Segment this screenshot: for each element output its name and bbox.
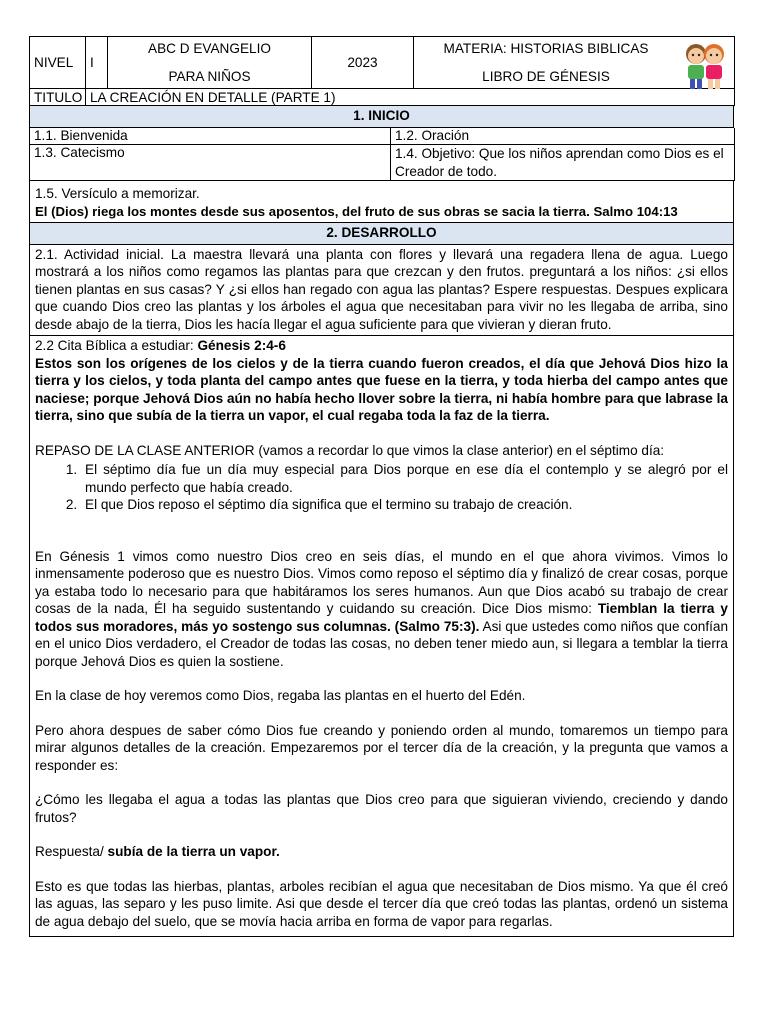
- memory-verse-label: 1.5. Versículo a memorizar.: [35, 186, 200, 201]
- header-table: [29, 36, 735, 106]
- year: 2023: [312, 37, 414, 89]
- question: ¿Cómo les llegaba el agua a todas las plantas que Dios creo para que siguieran viviendo, creciendo y dando frutos?: [35, 792, 728, 825]
- memory-verse-block: [29, 181, 734, 223]
- item-welcome: 1.1. Bienvenida: [30, 128, 391, 145]
- title-value: LA CREACIÓN EN DETALLE (PARTE 1): [86, 89, 735, 106]
- review-intro: REPASO DE LA CLASE ANTERIOR (vamos a recordar lo que vimos la clase anterior) en el séptimo día:: [35, 442, 665, 458]
- bible-citation: [35, 337, 728, 355]
- lesson-page: [29, 36, 734, 937]
- activity-text: 2.1. Actividad inicial. La maestra llevará una planta con flores y llevará una regadera llena de agua. Luego mostrará a los niños como regamos las plantas para que crezcan y den frutos. preguntará a los niños: ¿si ellos tienen plantas en sus casas? Y ¿si ellos han regado con agua las plantas? Espere respuestas. Despues explicara que cuando Dios creo las plantas y los árboles el agua que necesitaban para vivir no les llegaba de arriba, sino desde abajo de la tierra, Dios les hacía llegar el agua suficiente para que vivieran y dieran fruto.: [35, 246, 728, 332]
- nivel-label: NIVEL: [30, 37, 86, 89]
- section-1-heading: 1. INICIO: [29, 106, 734, 128]
- list-item: 2. El que Dios reposo el séptimo día significa que el termino su trabajo de creación.: [81, 496, 728, 514]
- paragraph-details: Pero ahora despues de saber cómo Dios fue creando y poniendo orden al mundo, tomaremos un tiempo para mirar algunos detalles de la creación. Empezaremos por el tercer día de la creación, y la pregunta que vamos a responder es:: [35, 722, 728, 773]
- initial-activity: [29, 245, 734, 337]
- title-label: TITULO: [30, 89, 86, 106]
- para1-text-c: Asi que ustedes como niños que confían en el unico Dios verdadero, el Creador de todas las cosas, no deben tener miedo aun, si llegara a temblar la tierra porque Jehová Dios es quien la sostiene.: [35, 618, 729, 669]
- subject-cell: [414, 37, 735, 89]
- section-2-heading: 2. DESARROLLO: [29, 223, 734, 245]
- item-objective: 1.4. Objetivo: Que los niños aprendan como Dios es el Creador de todo.: [391, 145, 735, 181]
- program-name: [108, 37, 312, 89]
- subject: MATERIA: HISTORIAS BIBLICAS: [443, 41, 649, 56]
- paragraph-genesis-1: [35, 548, 728, 671]
- inicio-table: [29, 128, 735, 182]
- review-list: [35, 461, 728, 514]
- item-catechism: 1.3. Catecismo: [30, 145, 391, 181]
- answer-label: Respuesta/: [35, 844, 108, 859]
- list-item: 1. El séptimo día fue un día muy especial para Dios porque en ese día el contemplo y se alegró por el mundo perfecto que había creado.: [81, 461, 728, 496]
- answer: [35, 843, 728, 861]
- cite-label: 2.2 Cita Bíblica a estudiar:: [35, 338, 198, 353]
- memory-verse: El (Dios) riega los montes desde sus aposentos, del fruto de sus obras se sacia la tierra. Salmo 104:13: [35, 203, 678, 219]
- paragraph-water-system: Esto es que todas las hierbas, plantas, arboles recibían el agua que necesitaban de Dios mismo. Ya que él creó las aguas, las separo y les puso limite. Asi que desde el tercer día que creó todas las plantas, ordenó un sistema de agua debajo del suelo, que se movía hacia arriba en forma de vapor para regarlas.: [35, 878, 728, 929]
- para1-text-a: En Génesis 1 vimos como nuestro Dios creo en seis días, el mundo en el que ahora vivimos. Vimos lo inmensamente poderoso que es nuestro Dios. Vimos como reposo el séptimo día y finalizó de crear cosas, porque ya estaba todo lo necesario para que habitáramos los seres humanos. Aun que Dios acabó su trabajo de crear cosas de la nada, Él ha seguido sustentando y cuidando su creación. Dice Dios mismo:: [35, 548, 728, 616]
- cite-ref: Génesis 2:4-6: [197, 338, 286, 353]
- book: LIBRO DE GÉNESIS: [482, 69, 610, 84]
- development-block: [29, 336, 734, 937]
- program-line-1: ABC D EVANGELIO: [148, 41, 271, 56]
- kids-logo-icon: [680, 39, 730, 91]
- nivel-value: I: [86, 37, 108, 89]
- cite-text: Estos son los orígenes de los cielos y de la tierra cuando fueron creados, el día que Jehová Dios hizo la tierra y los cielos, y toda planta del campo antes que fuese en la tierra, y toda hierba del campo antes que naciese; porque Jehová Dios aún no había hecho llover sobre la tierra, ni había hombre para que labrase la tierra, sino que subía de la tierra un vapor, el cual regaba toda la faz de la tierra.: [35, 355, 728, 423]
- item-prayer: 1.2. Oración: [391, 128, 735, 145]
- program-line-2: PARA NIÑOS: [168, 69, 251, 84]
- paragraph-today: En la clase de hoy veremos como Dios, regaba las plantas en el huerto del Edén.: [35, 688, 526, 703]
- para1-psalm: Tiemblan la tierra y todos sus moradores, más yo sostengo sus columnas. (Salmo 75:3).: [35, 601, 728, 634]
- answer-text: subía de la tierra un vapor.: [107, 844, 280, 859]
